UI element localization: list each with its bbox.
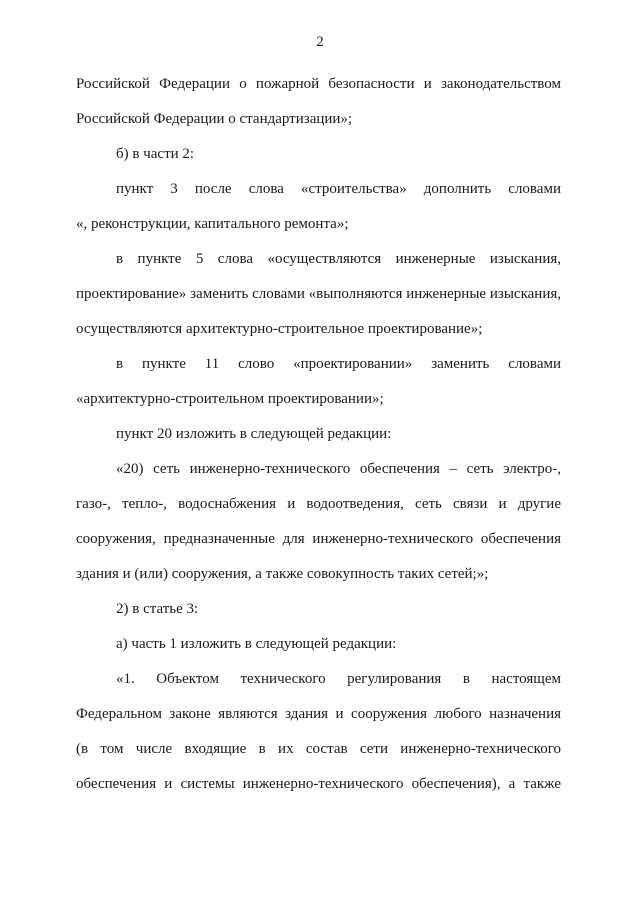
text-line: «1. Объектом технического регулирования в настоящем bbox=[116, 671, 561, 687]
text-line: пункт 3 после слова «строительства» дополнить словами bbox=[116, 181, 561, 197]
text-line: в пункте 5 слова «осуществляются инженерные изыскания, bbox=[116, 251, 561, 267]
text-line: а) часть 1 изложить в следующей редакции: bbox=[116, 636, 397, 652]
text-line: «20) сеть инженерно-технического обеспечения – сеть электро-, bbox=[116, 461, 561, 477]
text-line: Российской Федерации о стандартизации»; bbox=[76, 111, 353, 127]
text-line: в пункте 11 слово «проектировании» заменить словами bbox=[116, 356, 561, 372]
text-line: Российской Федерации о пожарной безопасности и законодательством bbox=[76, 76, 561, 92]
text-line: газо-, тепло-, водоснабжения и водоотведения, сеть связи и другие bbox=[76, 496, 561, 512]
text-line: пункт 20 изложить в следующей редакции: bbox=[116, 426, 392, 442]
text-line: проектирование» заменить словами «выполняются инженерные изыскания, bbox=[76, 286, 561, 302]
text-line: Федеральном законе являются здания и сооружения любого назначения bbox=[76, 706, 561, 722]
text-line: (в том числе входящие в их состав сети инженерно-технического bbox=[76, 741, 561, 757]
text-line: «архитектурно-строительном проектировании»; bbox=[76, 391, 384, 407]
page-number: 2 bbox=[316, 34, 324, 50]
text-line: здания и (или) сооружения, а также совокупность таких сетей;»; bbox=[76, 566, 489, 582]
text-line: обеспечения и системы инженерно-технического обеспечения), а также bbox=[76, 776, 561, 792]
text-line: сооружения, предназначенные для инженерно-технического обеспечения bbox=[76, 531, 561, 547]
text-line: «, реконструкции, капитального ремонта»; bbox=[76, 216, 349, 232]
text-line: б) в части 2: bbox=[116, 146, 195, 162]
text-line: осуществляются архитектурно-строительное проектирование»; bbox=[76, 321, 483, 337]
text-line: 2) в статье 3: bbox=[116, 601, 199, 617]
